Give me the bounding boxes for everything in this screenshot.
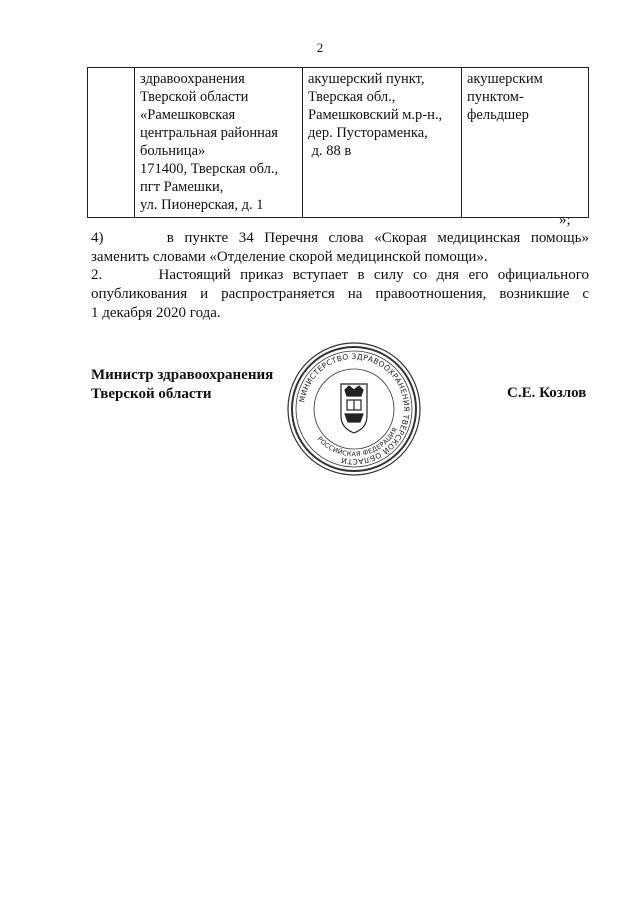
org-line: 171400, Тверская обл., — [140, 161, 279, 177]
org-line: больница» — [140, 143, 206, 159]
staff-line: пунктом- — [467, 89, 524, 105]
paragraph-line: 1 декабря 2020 года. — [91, 305, 221, 321]
paragraph-item-2 — [91, 266, 589, 323]
org-line: «Рамешковская — [140, 107, 236, 123]
paragraph-line: 2. Настоящий приказ вступает в силу со дня его официального — [91, 267, 589, 283]
signatory-name: С.Е. Козлов — [507, 385, 587, 401]
address-line: д. 88 в — [308, 143, 352, 159]
coat-of-arms-icon — [341, 384, 367, 433]
signatory-title — [91, 366, 273, 404]
signatory-title-line: Министр здравоохранения — [91, 367, 274, 383]
continuation-table — [87, 67, 589, 218]
address-line: дер. Пустораменка, — [308, 125, 428, 141]
org-line: ул. Пионерская, д. 1 — [140, 197, 264, 213]
table-row — [88, 68, 589, 218]
org-line: здравоохранения — [140, 71, 245, 87]
page-number: 2 — [316, 40, 324, 55]
table-cell-number — [88, 68, 135, 218]
paragraph-line: 4) в пункте 34 Перечня слова «Скорая медицинская помощь» — [91, 230, 589, 246]
staff-line: фельдшер — [467, 107, 529, 123]
paragraph-line: опубликования и распространяется на правоотношения, возникшие с — [91, 286, 589, 302]
org-line: пгт Рамешки, — [140, 179, 224, 195]
address-line: Рамешковский м.р-н., — [308, 107, 443, 123]
table-cell-organization — [135, 68, 303, 218]
official-seal — [285, 340, 423, 478]
org-line: Тверской области — [140, 89, 249, 105]
closing-quote: »; — [559, 212, 571, 228]
table-cell-staff — [462, 68, 589, 218]
address-line: Тверская обл., — [308, 89, 396, 105]
paragraph-item-4 — [91, 229, 589, 267]
signatory-title-line: Тверской области — [91, 386, 212, 402]
paragraph-line: заменить словами «Отделение скорой медицинской помощи». — [91, 249, 488, 265]
seal-ring-text: МИНИСТЕРСТВО ЗДРАВООХРАНЕНИЯ ТВЕРСКОЙ ОБЛАСТИ — [297, 351, 412, 467]
seal-bottom-text: РОССИЙСКАЯ ФЕДЕРАЦИЯ — [315, 426, 400, 459]
table-cell-address — [303, 68, 462, 218]
staff-line: акушерским — [467, 71, 543, 87]
address-line: акушерский пункт, — [308, 71, 425, 87]
org-line: центральная районная — [140, 125, 278, 141]
